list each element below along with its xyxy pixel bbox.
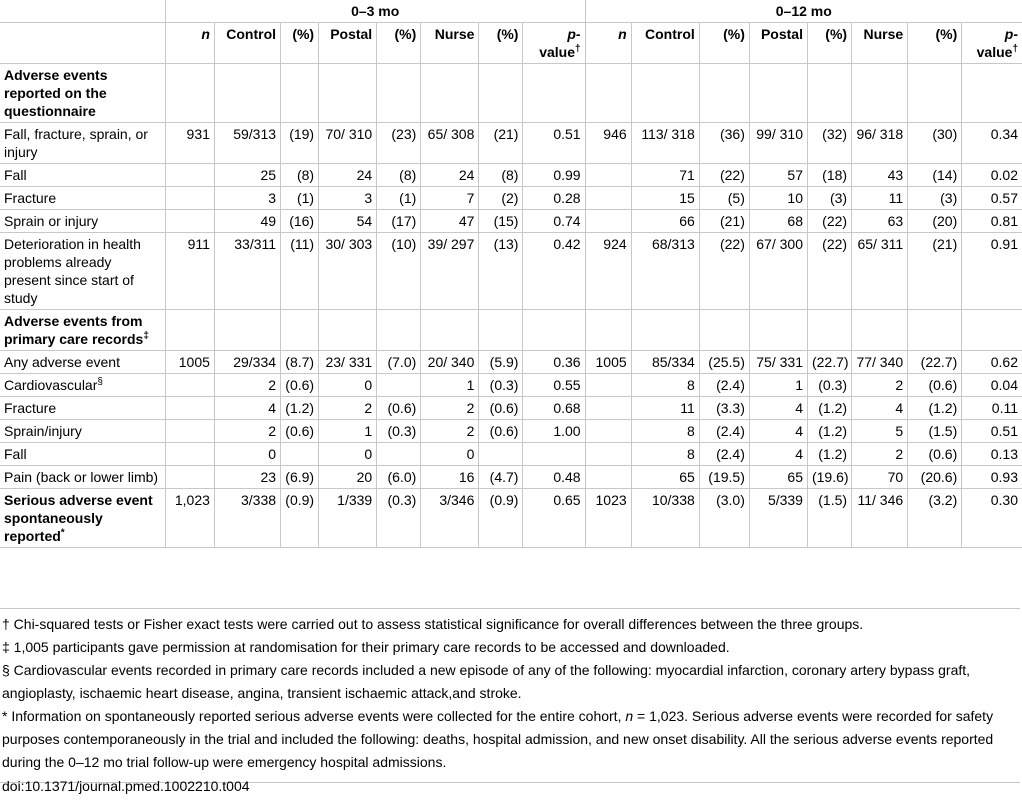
table-cell [585,210,631,233]
table-cell: 23 [214,466,280,489]
table-cell: 4 [749,397,807,420]
row-label: Fracture [0,397,165,420]
table-cell: (25.5) [699,351,749,374]
table-cell: 0.42 [523,233,585,310]
table-cell: 2 [421,397,479,420]
table-cell: 66 [631,210,699,233]
table-cell: 0.65 [523,489,585,548]
table-cell: 3 [319,187,377,210]
table-cell: 0 [319,443,377,466]
table-cell: (0.3) [807,374,851,397]
table-cell [165,374,214,397]
table-cell [631,64,699,123]
table-cell: 4 [749,443,807,466]
table-cell: (21) [908,233,962,310]
table-cell: (22.7) [807,351,851,374]
footnote-double-dagger: ‡ 1,005 participants gave permission at randomisation for their primary care records to be accessed and downloaded. [2,639,730,655]
table-cell: (21) [699,210,749,233]
doi-label: doi:10.1371/journal.pmed.1002210.t004 [2,778,250,794]
table-cell: 24 [421,164,479,187]
row-label: Adverse events reported on the questionnaire [0,64,165,123]
table-cell: 24 [319,164,377,187]
table-cell: (30) [908,123,962,164]
table-cell: (1.2) [807,397,851,420]
table-cell: (22) [699,233,749,310]
table-cell: (0.6) [908,443,962,466]
table-cell: (2.4) [699,420,749,443]
table-cell: (1.2) [807,443,851,466]
table-cell: (2.4) [699,374,749,397]
table-cell: (22) [807,210,851,233]
col-control-header: Control [214,23,280,64]
table-cell: 65/ 311 [852,233,908,310]
table-cell: 0.04 [962,374,1022,397]
table-cell: 2 [214,420,280,443]
group-0-12-header: 0–12 mo [585,0,1022,23]
table-row [0,187,1022,210]
table-cell: 68 [749,210,807,233]
group-0-3-header: 0–3 mo [165,0,585,23]
table-cell: (8.7) [281,351,319,374]
table-cell: 4 [852,397,908,420]
table-cell: 39/ 297 [421,233,479,310]
table-cell: (11) [281,233,319,310]
row-label: Fall [0,443,165,466]
table-cell: 0 [214,443,280,466]
table-cell: 70/ 310 [319,123,377,164]
table-cell: 0 [319,374,377,397]
table-cell: (0.9) [281,489,319,548]
col-n-header: n [165,23,214,64]
table-cell [585,187,631,210]
table-cell [165,64,214,123]
table-row [0,466,1022,489]
table-cell: 15 [631,187,699,210]
col-postal-header: Postal [319,23,377,64]
table-cell: 71 [631,164,699,187]
table-cell: 65 [631,466,699,489]
table-cell: (18) [807,164,851,187]
table-cell: 3/338 [214,489,280,548]
table-cell [852,64,908,123]
table-cell [908,64,962,123]
table-cell: 2 [852,443,908,466]
table-cell [479,443,523,466]
table-cell: (5.9) [479,351,523,374]
col-postal-header: Postal [749,23,807,64]
col-p-header: p- value† [962,23,1022,64]
table-cell [377,310,421,351]
table-cell: (0.6) [281,374,319,397]
table-row [0,443,1022,466]
table-cell: 0.51 [523,123,585,164]
table-cell: (2.4) [699,443,749,466]
table-cell: 10 [749,187,807,210]
table-cell [962,64,1022,123]
table-cell: 63 [852,210,908,233]
table-cell: 96/ 318 [852,123,908,164]
table-cell: (32) [807,123,851,164]
table-cell [807,310,851,351]
table-cell [165,310,214,351]
table-cell: 75/ 331 [749,351,807,374]
table-cell: 29/334 [214,351,280,374]
table-cell [165,443,214,466]
table-cell: (3.0) [699,489,749,548]
table-row [0,351,1022,374]
table-cell: (0.3) [479,374,523,397]
table-cell: (20) [908,210,962,233]
table-cell [585,443,631,466]
table-cell: 30/ 303 [319,233,377,310]
section-row [0,310,1022,351]
table-cell: (15) [479,210,523,233]
table-cell: 0.02 [962,164,1022,187]
table-cell: 99/ 310 [749,123,807,164]
table-cell [281,64,319,123]
table-cell: 0.28 [523,187,585,210]
table-cell [962,310,1022,351]
table-cell: 0.81 [962,210,1022,233]
table-cell [281,310,319,351]
footnote-section: § Cardiovascular events recorded in primary care records included a new episode of any of the following: myocardial infarction, coronary artery bypass graft, angioplasty, ischaemic heart disease, angina, transient ischaemic attack,and stroke. [2,662,971,701]
table-cell: (1.2) [908,397,962,420]
table-cell: (13) [479,233,523,310]
table-cell [585,310,631,351]
table-cell: (20.6) [908,466,962,489]
table-cell: 2 [852,374,908,397]
table-cell: 2 [319,397,377,420]
table-cell: (16) [281,210,319,233]
table-cell: (1) [377,187,421,210]
table-cell: 1.00 [523,420,585,443]
table-cell [165,466,214,489]
section-row [0,489,1022,548]
table-cell: 0.34 [962,123,1022,164]
table-cell [585,466,631,489]
table-cell: 3 [214,187,280,210]
table-cell: 11 [852,187,908,210]
table-cell: 0.57 [962,187,1022,210]
table-cell: 54 [319,210,377,233]
table-cell [699,310,749,351]
table-footnotes [0,608,1020,783]
table-cell [585,374,631,397]
table-cell [214,310,280,351]
table-cell: 33/311 [214,233,280,310]
table-cell: (22) [807,233,851,310]
footnote-dagger: † Chi-squared tests or Fisher exact tests were carried out to assess statistical significance for overall differences between the three groups. [2,616,864,632]
table-cell: 7 [421,187,479,210]
table-cell: 113/ 318 [631,123,699,164]
col-pct-header: (%) [699,23,749,64]
table-cell: 1023 [585,489,631,548]
table-cell: 924 [585,233,631,310]
table-row [0,164,1022,187]
group-header-row [0,0,1022,23]
table-cell: 0.93 [962,466,1022,489]
table-cell: 49 [214,210,280,233]
table-cell: 23/ 331 [319,351,377,374]
table-cell: 59/313 [214,123,280,164]
table-cell: 3/346 [421,489,479,548]
table-cell: 8 [631,374,699,397]
table-cell: (0.6) [479,420,523,443]
table-cell [523,310,585,351]
row-label: Cardiovascular§ [0,374,165,397]
table-cell [377,374,421,397]
table-cell: (19.6) [807,466,851,489]
table-cell: (17) [377,210,421,233]
table-cell: (1) [281,187,319,210]
table-cell: 65 [749,466,807,489]
table-cell [631,310,699,351]
table-cell: 0.30 [962,489,1022,548]
table-cell: 8 [631,420,699,443]
table-cell: 57 [749,164,807,187]
table-cell: 0.13 [962,443,1022,466]
row-label: Adverse events from primary care records‡ [0,310,165,351]
table-row [0,374,1022,397]
table-cell: 5 [852,420,908,443]
table-cell [585,420,631,443]
table-cell [165,397,214,420]
table-cell: (6.9) [281,466,319,489]
table-cell: (0.3) [377,420,421,443]
table-cell: 0.74 [523,210,585,233]
table-cell [281,443,319,466]
row-label: Pain (back or lower limb) [0,466,165,489]
table-cell [165,187,214,210]
table-cell: (8) [281,164,319,187]
row-label: Any adverse event [0,351,165,374]
row-label: Sprain or injury [0,210,165,233]
table-cell: 25 [214,164,280,187]
table-cell: 0.62 [962,351,1022,374]
table-cell: 0.51 [962,420,1022,443]
table-cell [165,210,214,233]
table-cell: (1.5) [908,420,962,443]
table-cell: 70 [852,466,908,489]
table-cell: (1.2) [807,420,851,443]
table-cell [807,64,851,123]
table-cell: (3) [908,187,962,210]
table-cell: 0.99 [523,164,585,187]
table-cell: 0.11 [962,397,1022,420]
col-pct-header: (%) [807,23,851,64]
table-cell: (3) [807,187,851,210]
table-row [0,233,1022,310]
table-cell: 11 [631,397,699,420]
table-cell [749,64,807,123]
table-cell: 1005 [165,351,214,374]
table-cell: 4 [749,420,807,443]
table-cell: 946 [585,123,631,164]
table-cell: (36) [699,123,749,164]
table-cell: (19) [281,123,319,164]
table-cell: (2) [479,187,523,210]
table-cell [421,64,479,123]
col-pct-header: (%) [908,23,962,64]
table-cell: (0.3) [377,489,421,548]
row-label: Fracture [0,187,165,210]
row-label: Fall [0,164,165,187]
table-cell: 43 [852,164,908,187]
table-cell [699,64,749,123]
table-cell: 0.68 [523,397,585,420]
table-cell: 20/ 340 [421,351,479,374]
footnote-asterisk: * Information on spontaneously reported serious adverse events were collected for the entire cohort, n = 1,023. Serious adverse events were recorded for safety purposes contemporaneously in the trial and included the following: deaths, hospital admission, and new onset disability. All the serious adverse events reported during the 0–12 mo trial follow-up were emergency hospital admissions. [2,708,994,770]
col-p-header: p- value† [523,23,585,64]
table-cell: (0.9) [479,489,523,548]
table-cell: (4.7) [479,466,523,489]
table-cell [479,64,523,123]
table-cell: 0 [421,443,479,466]
table-cell: (19.5) [699,466,749,489]
table-cell: (3.3) [699,397,749,420]
table-cell: 65/ 308 [421,123,479,164]
table-cell: 11/ 346 [852,489,908,548]
table-cell: 10/338 [631,489,699,548]
table-cell: 4 [214,397,280,420]
table-cell: 1,023 [165,489,214,548]
table-cell: (10) [377,233,421,310]
table-cell [479,310,523,351]
table-cell: (8) [377,164,421,187]
table-cell: (1.2) [281,397,319,420]
col-pct-header: (%) [377,23,421,64]
table-cell: 1 [319,420,377,443]
table-row [0,210,1022,233]
table-cell: 1/339 [319,489,377,548]
table-cell: 2 [214,374,280,397]
table-cell [908,310,962,351]
table-cell: 1005 [585,351,631,374]
table-row [0,123,1022,164]
table-cell: 0.91 [962,233,1022,310]
table-cell: 16 [421,466,479,489]
table-cell [377,64,421,123]
row-label: Sprain/injury [0,420,165,443]
table-cell: (23) [377,123,421,164]
table-cell: 0.55 [523,374,585,397]
table-cell: (1.5) [807,489,851,548]
column-header-row [0,23,1022,64]
col-nurse-header: Nurse [421,23,479,64]
section-row [0,64,1022,123]
col-pct-header: (%) [281,23,319,64]
table-cell: (0.6) [377,397,421,420]
table-cell: 0.36 [523,351,585,374]
table-cell: (7.0) [377,351,421,374]
table-cell: 20 [319,466,377,489]
table-cell: (22) [699,164,749,187]
table-cell: 1 [749,374,807,397]
table-cell: 68/313 [631,233,699,310]
table-cell [749,310,807,351]
row-label: Fall, fracture, sprain, or injury [0,123,165,164]
table-cell: (8) [479,164,523,187]
table-cell [377,443,421,466]
row-label: Serious adverse event spontaneously reported* [0,489,165,548]
row-label: Deterioration in health problems already present since start of study [0,233,165,310]
table-cell: (0.6) [479,397,523,420]
table-cell: 931 [165,123,214,164]
table-cell: 2 [421,420,479,443]
table-cell: 5/339 [749,489,807,548]
table-row [0,420,1022,443]
table-cell: 77/ 340 [852,351,908,374]
table-cell: (0.6) [281,420,319,443]
col-pct-header: (%) [479,23,523,64]
table-cell [523,443,585,466]
table-cell [585,164,631,187]
col-control-header: Control [631,23,699,64]
table-cell: 0.48 [523,466,585,489]
table-cell: (14) [908,164,962,187]
table-cell: (5) [699,187,749,210]
table-cell [319,310,377,351]
table-cell [319,64,377,123]
table-cell [165,164,214,187]
table-cell: (0.6) [908,374,962,397]
col-nurse-header: Nurse [852,23,908,64]
table-cell: 8 [631,443,699,466]
table-cell [585,64,631,123]
table-cell: (3.2) [908,489,962,548]
table-cell [165,420,214,443]
table-cell: (21) [479,123,523,164]
table-cell [214,64,280,123]
table-cell [523,64,585,123]
col-n-header: n [585,23,631,64]
table-cell [585,397,631,420]
table-cell: 911 [165,233,214,310]
table-cell: 85/334 [631,351,699,374]
table-cell: (6.0) [377,466,421,489]
table-row [0,397,1022,420]
table-cell: (22.7) [908,351,962,374]
table-cell: 47 [421,210,479,233]
table-cell: 1 [421,374,479,397]
table-cell [852,310,908,351]
table-cell [421,310,479,351]
table-cell: 67/ 300 [749,233,807,310]
